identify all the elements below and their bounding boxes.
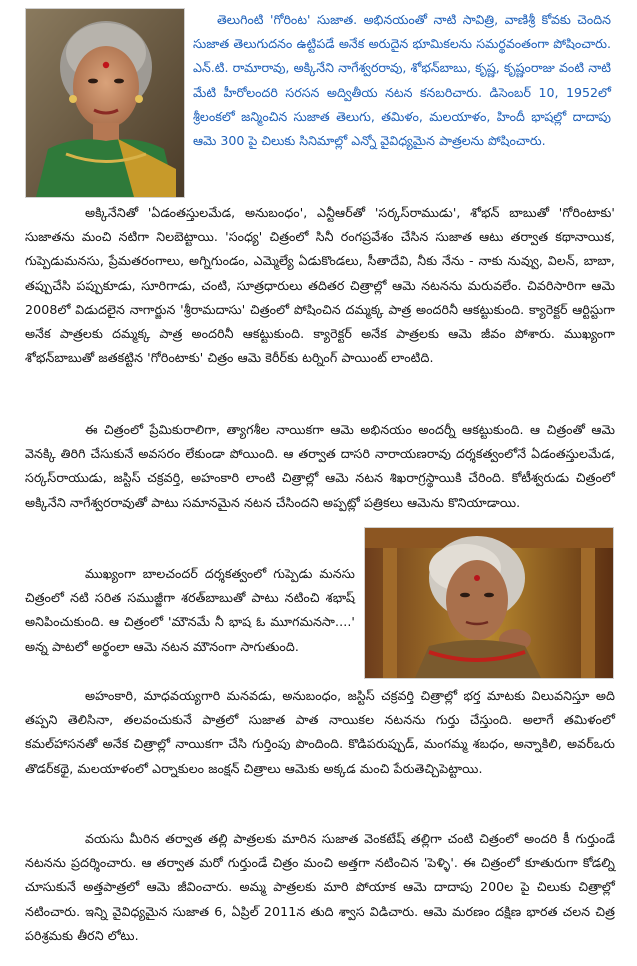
- intro-paragraph: తెలుగింటి 'గోరింట' సుజాత. అభినయంతో నాటి సావిత్రి, వాణిశ్రీ కోవకు చెందిన సుజాత తెలుగుదనం ఉట్టిపడే అనేక అరుదైన భూమికలను సమర్థవంతంగా పోషించారు. ఎన్.టి. రామారావు, అక్కినేని నాగేశ్వరరావు, శోభన్‌బాబు, కృష్ణ, కృష్ణంరాజు వంటి నాటి మేటి హీరోలందరి సరసన అద్వితీయ నటన కనబరిచారు. డిసెంబర్ 10, 1952లో శ్రీలంకలో జన్మించిన సుజాత తెలుగు, తమిళం, మలయాళం, హిందీ భాషల్లో దాదాపు ఆమె 300 పై చిలుకు సినిమాల్లో ఎన్నో వైవిధ్యమైన పాత్రలను పోషించారు.: [193, 12, 611, 149]
- body-paragraph-4: అహంకారి, మాధవయ్యగారి మనవడు, అనుబంధం, జస్టిస్ చక్రవర్తి చిత్రాల్లో భర్త మాటకు విలువనిస్తూ అది తప్పని తెలిసినా, తలవంచుకునే పాత్రలో సుజాత పాత నాయికల నటనను గుర్తు చేస్తుంది. అలాగే తమిళంలో కమల్‌హాసనతో అనేక చిత్రాల్లో నాయికగా చేసి గుర్తింపు పొందింది. కొడిపరుప్పుడ్, మంగమ్మ శబధం, అన్నాకిలి, అవర్‌ఒరు తొడర్‌కథై, మలయాళంలో ఎర్నాకులం జంక్షన్ చిత్రాలు ఆమెకు అక్కడ మంచి పేరుతెచ్చిపెట్టాయి.: [25, 688, 615, 776]
- body-paragraph-2: ఈ చిత్రంలో ప్రేమికురాలిగా, త్యాగశీల నాయికగా ఆమె అభినయం అందర్నీ ఆకట్టుకుంది. ఆ చిత్రంతో ఆమె వెనక్కి తిరిగి చేసుకునే అవసరం లేకుండా పోయింది. ఆ తర్వాత దాసరి నారాయణరావు దర్శకత్వంలోనే ఏడంతస్తులమేడ, సర్కస్‌రాయుడు, జస్టిస్ చక్రవర్తి, అహంకారి లాంటి చిత్రాల్లో ఆమె నటన శిఖరాగ్రస్థాయికి చేరింది. కోటీశ్వరుడు చిత్రంలో అక్కినేని నాగేశ్వరరావుతో పాటు సమానమైన నటన చేసిందని అప్పట్లో పత్రికలు ఆమెను కొనియాడాయి.: [25, 422, 615, 510]
- body-paragraph-1: అక్కినేనితో 'ఏడంతస్తులమేడ, అనుబంధం', ఎన్టీఆర్‌తో 'సర్కస్‌రాముడు', శోభన్ బాబుతో 'గోరింటాకు' సుజాతను మంచి నటిగా నిలబెట్టాయి. 'సంధ్య' చిత్రంలో సినీ రంగప్రవేశం చేసిన సుజాత ఆటు తర్వాత కథానాయిక, గుప్పెడుమనసు, ప్రేమతరంగాలు, అగ్నిగుండం, ఎమ్మెల్యే ఏడుకొండలు, సీతాదేవి, నీకు నేను - నాకు నువ్వు, విలన్, బాబా, తప్పుచేసి పప్పుకూడు, సూరిగాడు, చంటి, సూత్రధారులు తదితర చిత్రాల్లో ఆమె నటనను మరువలేం. చివరిసారిగా ఆమె 2008లో విడుదలైన నాగార్జున 'శ్రీరామదాసు' చిత్రంలో పోషించిన దమ్మక్క పాత్ర అందరినీ ఆకట్టుకుంది. క్యారెక్టర్ ఆర్టిస్టుగా అనేక పాత్రలకు దమ్మక్క పాత్ర అందరినీ ఆకట్టుకుంది. క్యారెక్టర్ అనేక పాత్రలకు ఆమె జీవం పోశారు. ముఖ్యంగా శోభన్‌బాబుతో జతకట్టిన 'గోరింటాకు' చిత్రం ఆమె కెరీర్‌కు టర్నింగ్ పాయింట్ లాంటిది.: [25, 205, 615, 366]
- body-paragraph-3: ముఖ్యంగా బాలచందర్ దర్శకత్వంలో గుప్పెడు మనసు చిత్రంలో నటి సరిత సముజ్జీగా శరత్‌బాబుతో పాటు నటించి శభాష్ అనిపించుకుంది. ఆ చిత్రంలో 'మౌనమే నీ భాష ఓ మూగమనసా....' అన్న పాటలో అర్థంలా ఆమె నటన మౌనంగా సాగుతుంది.: [25, 566, 355, 654]
- portrait-photo-middle: [364, 527, 614, 679]
- body-paragraph-5: వయసు మీరిన తర్వాత తల్లి పాత్రలకు మారిన సుజాత వెంకటేష్ తల్లిగా చంటి చిత్రంలో అందరి కీ గుర్తుండే నటనను ప్రదర్శించారు. ఆ తర్వాత మరో గుర్తుండే చిత్రం మంచి అత్తగా నటించిన 'పెళ్ళి'. ఈ చిత్రంలో కూతురుగా కోడల్ని చూసుకునే అత్తపాత్రలో ఆమె జీవించారు. అమ్మ పాత్రలకు మారి పోయాక ఆమె దాదాపు 200ల పై చిలుకు చిత్రాల్లో నటించారు. ఇన్ని వైవిధ్యమైన సుజాత 6, ఏప్రిల్ 2011న తుది శ్వాస విడిచారు. ఆమె మరణం దక్షిణ భారత చలన చిత్ర పరిశ్రమకు తీరని లోటు.: [25, 831, 615, 943]
- portrait-photo-top: [25, 8, 185, 198]
